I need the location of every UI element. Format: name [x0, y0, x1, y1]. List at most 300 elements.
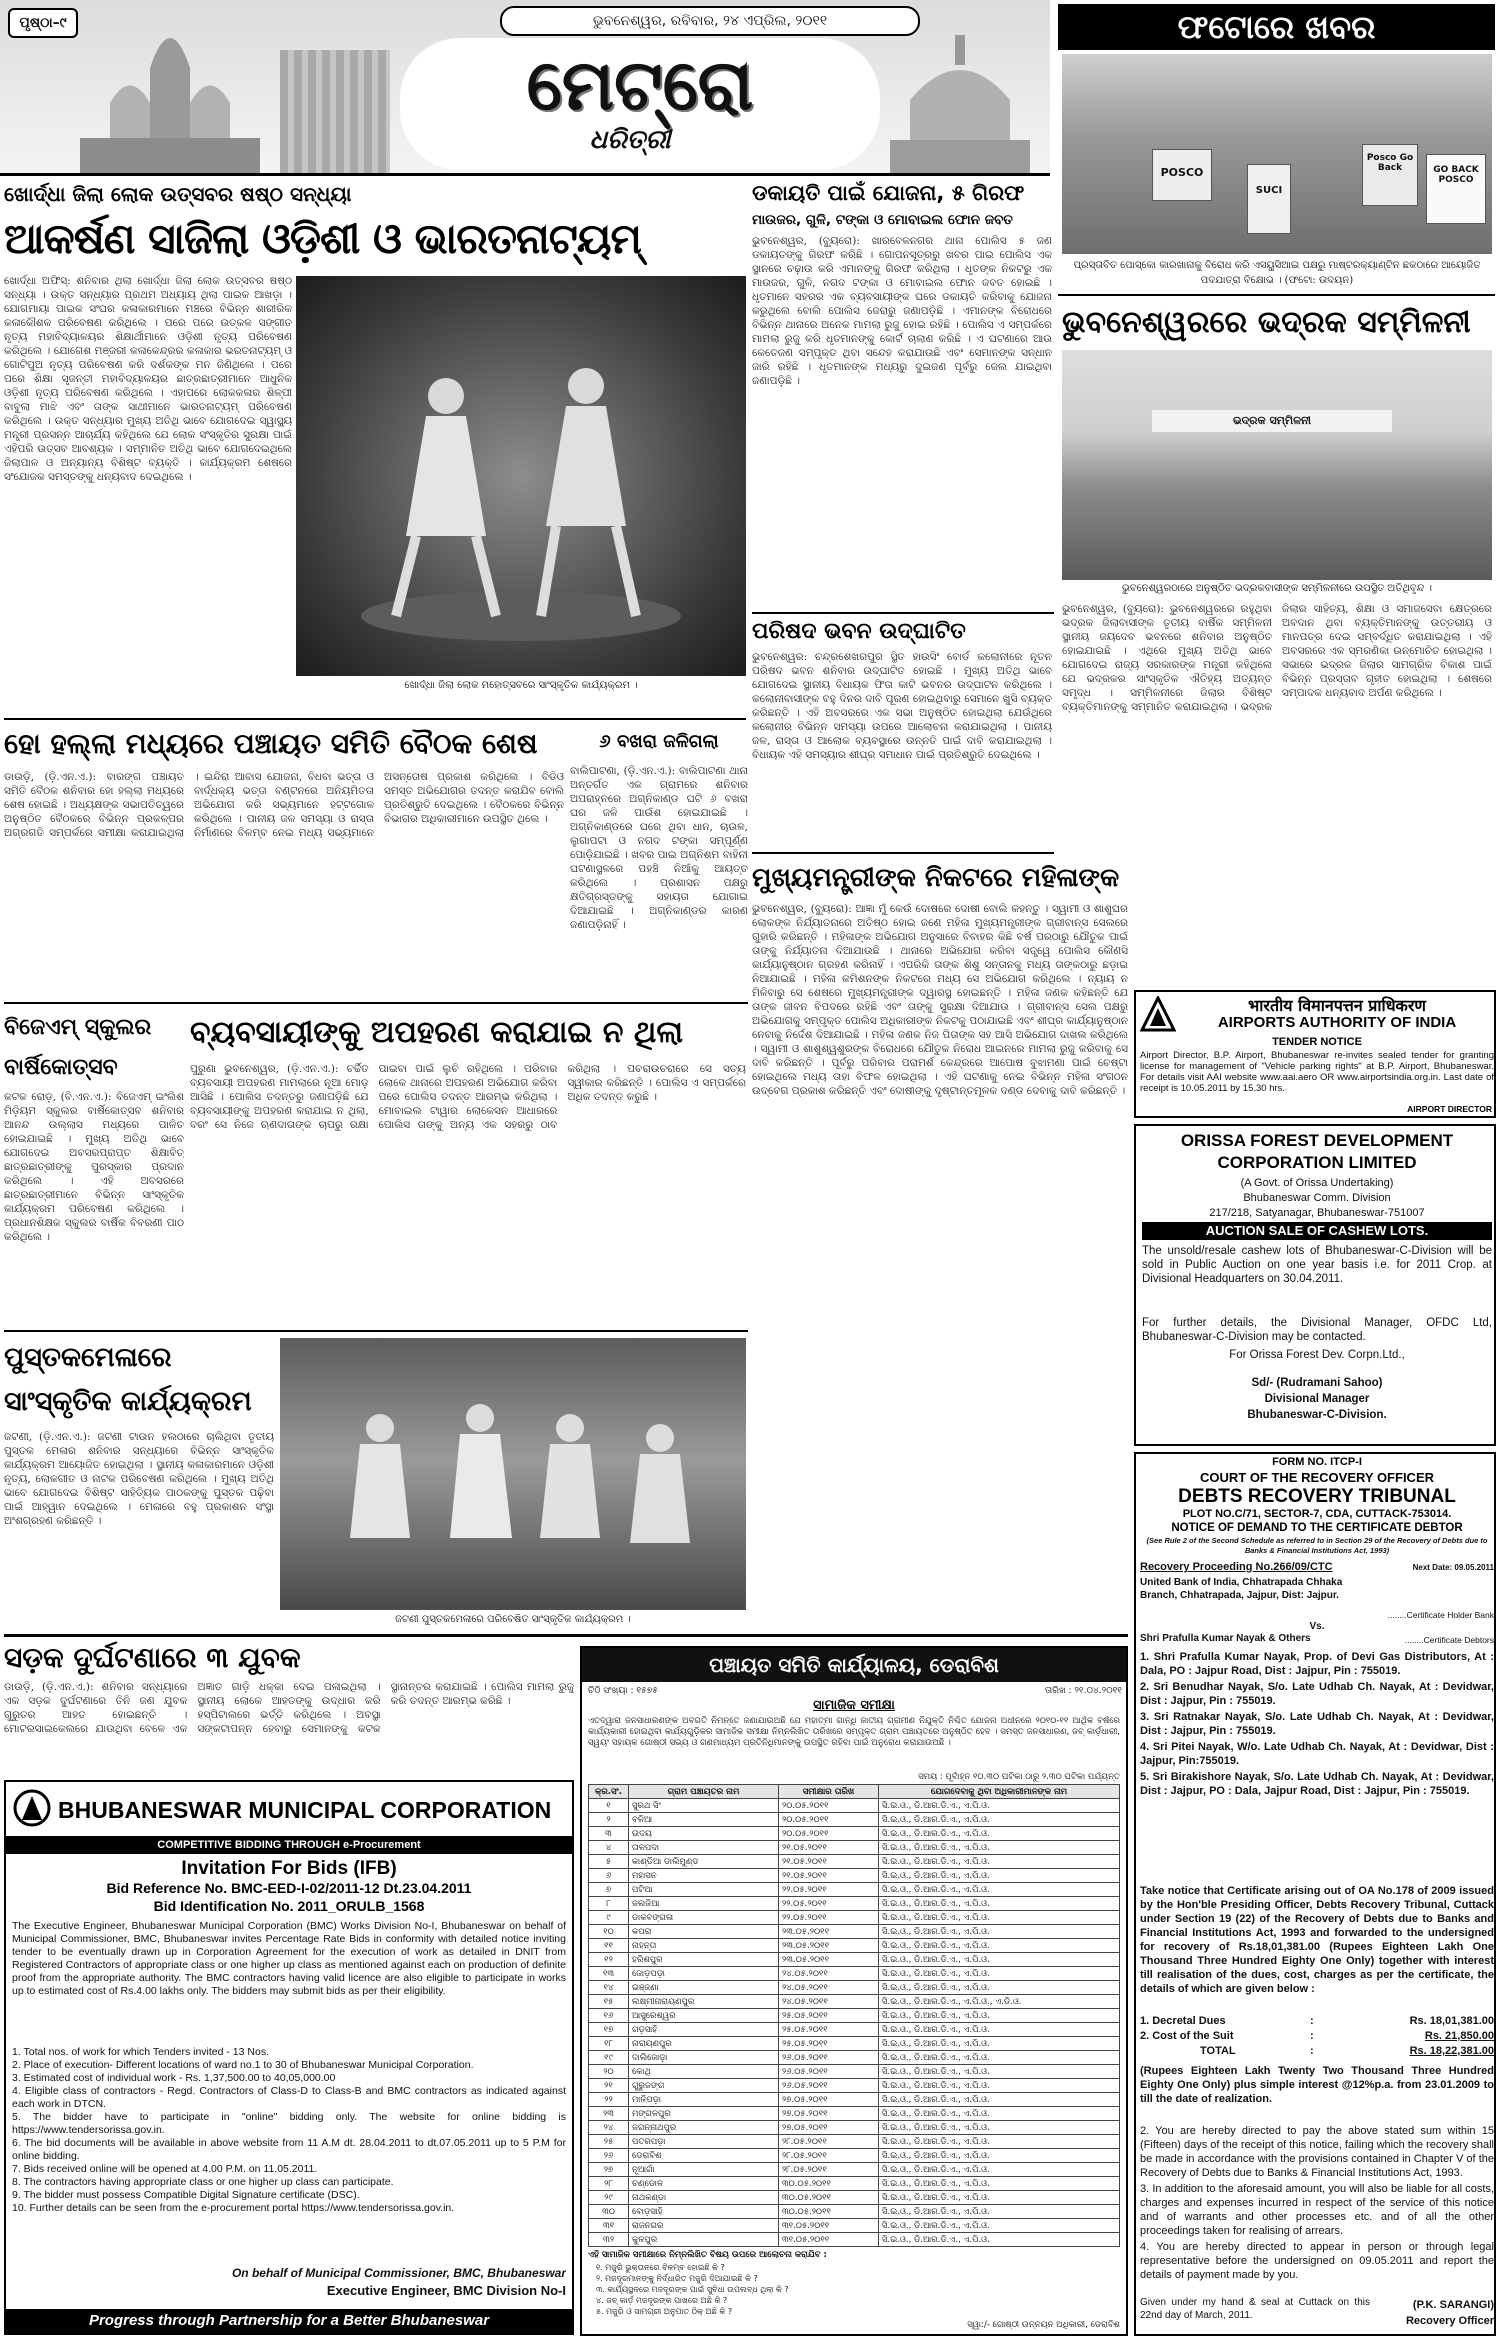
list-item: 1. Shri Prafulla Kumar Nayak, Prop. of Devi Gas Distributors, At : Dala, PO : Jajpur Road, Dist : Jajpur, Pin : 755019.: [1140, 1651, 1494, 1677]
table-cell: ସି.ଇ.ଓ., ଡି.ଆର.ଡି.ଏ., ଏ.ପି.ଓ.: [879, 2121, 1120, 2135]
derabis-intro: ଏତଦ୍ୱାରା ଜନସାଧାରଣଙ୍କ ଅବଗତି ନିମନ୍ତେ ଜଣାଯାଉଅଛି ଯେ ମହାତ୍ମା ଗାନ୍ଧି ଜାତୀୟ ଗ୍ରାମୀଣ ନିଯୁକ୍ତି ନିଶ୍ଚିତ ଯୋଜନା ଅଧୀନରେ ୨୦୧୦-୧୧ ଆର୍ଥିକ ବର୍ଷରେ କାର୍ଯ୍ୟକାରୀ ହୋଇଥିବା କାର୍ଯ୍ୟଗୁଡ଼ିକର ସାମାଜିକ ସମୀକ୍ଷା ନିମ୍ନଲିଖିତ ତାରିଖରେ ସମ୍ପୃକ୍ତ ଗ୍ରାମ ପଞ୍ଚାୟତରେ ଅନୁଷ୍ଠିତ ହେବ । ସମସ୍ତ ଜନସାଧାରଣ, ଜବ୍ କାର୍ଡ଼ଧାରୀ, ସ୍ୱୟଂ ସହାୟକ ଗୋଷ୍ଠୀ ସଭ୍ୟ ଓ ଗଣମାଧ୍ୟମ ପ୍ରତିନିଧିମାନଙ୍କୁ ଉପସ୍ଥିତ ରହିବା ପାଇଁ ଅନୁରୋଧ କରାଯାଉଅଛି ।: [588, 1716, 1120, 1748]
dancer-figure: [356, 316, 686, 656]
table-row: [589, 1981, 1120, 1995]
table-cell: ୨୩.୦୫.୨୦୧୧: [779, 1925, 879, 1939]
table-row: [589, 1897, 1120, 1911]
table-row: [589, 2219, 1120, 2233]
list-item: 2. You are hereby directed to pay the above stated sum within 15 (Fifteen) days of the receipt of this notice, failing which the recovery shall be made in accordance with the provisions contained in Chapter V of the Recovery of Debts due to Banks & Financial Institutions Act, 1993.: [1140, 2125, 1494, 2179]
table-cell: ଜୋଡ଼ପଡ଼ା: [629, 1967, 779, 1981]
table-cell: ସୁରଥ ସିଂ: [629, 1799, 779, 1813]
photo-news-caption: ପ୍ରସ୍ତାବିତ ପୋସ୍କୋ କାରଖାନାକୁ ବିରୋଧ କରି ଏସୟୁସିଆଇ ପକ୍ଷରୁ ମାଷ୍ଟରକ୍ୟାଣ୍ଟିନ ଛକଠାରେ ଆୟୋଜିତ ପଦଯାତ୍ରା ବିକ୍ଷୋଭ । (ଫଟୋ: ଉଦୟନ): [1073, 260, 1481, 286]
ofdc-body2: For further details, the Divisional Manager, OFDC Ltd, Bhubaneswar-C-Division may be contacted.: [1142, 1317, 1492, 1343]
drt-sign-title: Recovery Officer: [1405, 2315, 1494, 2327]
table-cell: ୪: [589, 1841, 629, 1855]
bmc-bid-id: Bid Identification No. 2011_ORULB_1568: [153, 1898, 425, 1914]
drt-notice-title: NOTICE OF DEMAND TO THE CERTIFICATE DEBTOR: [1171, 1522, 1463, 1534]
table-cell: ୨୩: [589, 2107, 629, 2121]
aai-body: Airport Director, B.P. Airport, Bhubaneswar re-invites sealed tender for granting license for management of "Vehicle parking rights" at B.P. Airport, Bhubaneswar. For details visit AAI website www.aai.aero OR www.airportsindia.org.in. Last date of receipt is 10.05.2011 by 15.30 hrs.: [1140, 1050, 1494, 1094]
table-cell: ୨୫: [589, 2135, 629, 2149]
drt-holder: United Bank of India, Chhatrapada Chhaka Branch, Chhatrapada, Jajpur, Dist: Jajpur.: [1140, 1577, 1343, 1601]
table-cell: ସି.ଇ.ଓ., ଡି.ଆର.ଡି.ଏ., ଏ.ପି.ଓ., ଏ.ଡି.ଓ.: [879, 1995, 1120, 2009]
drt-words: (Rupees Eighteen Lakh Twenty Two Thousand Three Hundred Eighty One Only) plus simple interest @12%p.a. from 23.01.2009 to till the date of realization.: [1140, 2065, 1494, 2105]
table-cell: ୧୯: [589, 2051, 629, 2065]
table-cell: ୨୪.୦୫.୨୦୧୧: [779, 1967, 879, 1981]
school-headline: ବିଜେଏମ୍ ସ୍କୁଲର ବାର୍ଷିକୋତ୍ସବ: [4, 1015, 152, 1080]
table-cell: ସି.ଇ.ଓ., ଡି.ଆର.ଡି.ଏ., ଏ.ପି.ଓ.: [879, 2177, 1120, 2191]
table-cell: ବୋଡ଼ସାହି: [629, 2205, 779, 2219]
table-cell: ୨୨.୦୫.୨୦୧୧: [779, 1897, 879, 1911]
list-item: ୩. କାର୍ଯ୍ୟସ୍ଥଳରେ ମଜଦୂରଙ୍କ ପାଇଁ ସୁବିଧା ଉପଲବ୍ଧ ଥିଲା କି ?: [596, 2285, 789, 2294]
accident-headline: ସଡ଼କ ଦୁର୍ଘଟଣାରେ ୩ ଯୁବକ: [4, 1641, 301, 1674]
column-header: ଯୋଗଦେବାକୁ ଥିବା ଅଧିକାରୀମାନଙ୍କ ନାମ: [879, 1785, 1120, 1799]
table-cell: ୨୬.୦୫.୨୦୧୧: [779, 2051, 879, 2065]
cm-body: ଭୁବନେଶ୍ୱର, (ବ୍ୟୁରୋ): ଆଜ୍ଞା ମୁଁ କେଉଁ ଦୋଷରେ ଦୋଷୀ ବୋଲି କହନ୍ତୁ । ସ୍ୱାମୀ ଓ ଶାଶୁଘର ଲୋକଙ୍କ ନିର୍ଯ୍ୟାତନାରେ ଅତିଷ୍ଠ ହୋଇ ଜଣେ ମହିଳା ମୁଖ୍ୟମନ୍ତ୍ରୀଙ୍କ ଗ୍ରୀବାନ୍ସ ସେଲରେ ଗୁହାରି କରିଛନ୍ତି । ମହିଳାଙ୍କ ଅଭିଯୋଗ ଅନୁସାରେ ବିବାହର କିଛି ବର୍ଷ ପରଠାରୁ ଯୌତୁକ ପାଇଁ ତାଙ୍କୁ ନିର୍ଯ୍ୟାତନା ଦିଆଯାଉଛି । ଥାନାରେ ଅଭିଯୋଗ କରିବା ସତ୍ତ୍ୱେ ପୋଲିସ କୌଣସି କାର୍ଯ୍ୟାନୁଷ୍ଠାନ ଗ୍ରହଣ କରିନାହିଁ । ଏପରିକି ତାଙ୍କ ଶିଶୁ ସନ୍ତାନକୁ ମଧ୍ୟ ତାଙ୍କଠାରୁ ଛଡ଼ାଇ ନିଆଯାଇଛି । ମହିଳା କମିଶନଙ୍କ ନିକଟରେ ମଧ୍ୟ ସେ ଅଭିଯୋଗ କରିଥିଲେ । ନ୍ୟାୟ ନ ମିଳିବାରୁ ସେ ଶେଷରେ ମୁଖ୍ୟମନ୍ତ୍ରୀଙ୍କ ଦ୍ୱାରସ୍ଥ ହୋଇଛନ୍ତି । ମହିଳା ଜଣକ କହିଛନ୍ତି ଯେ ତାଙ୍କ ଜୀବନ ବିପଦରେ ରହିଛି ଏବଂ ତାଙ୍କୁ ସୁରକ୍ଷା ଦିଆଯାଉ । ଗ୍ରୀବାନ୍ସ ସେଲ ପକ୍ଷରୁ ଅଭିଯୋଗକୁ ସମ୍ପୃକ୍ତ ପୋଲିସ ଅଧିକାରୀଙ୍କ ନିକଟକୁ ପଠାଯାଇଛି ଏବଂ ଶୀଘ୍ର କାର୍ଯ୍ୟାନୁଷ୍ଠାନ ନେବାକୁ ନିର୍ଦ୍ଦେଶ ଦିଆଯାଇଛି । ମହିଳା ଜଣକ ନିଜ ପିତାଙ୍କ ସହ ଆସି ଅଭିଯୋଗ ଦାଖଲ କରିଥିଲେ । ସ୍ୱାମୀ ଓ ଶାଶୁଶ୍ୱଶୁରଙ୍କ ବିରୋଧରେ ଯୌତୁକ ନିରୋଧ ଆଇନରେ ମାମଲା ରୁଜୁ କରିବାକୁ ସେ ଦାବି କରିଛନ୍ତି । ପୂର୍ବରୁ ପରିବାର ପରାମର୍ଶ କେନ୍ଦ୍ରରେ ଆପୋଷ ବୁଝାମଣା ପାଇଁ ଚେଷ୍ଟା ହୋଇଥିଲେ ମଧ୍ୟ ତାହା ବିଫଳ ହୋଇଥିଲା । ଏହି ଘଟଣାକୁ ନେଇ ବିଭିନ୍ନ ମହିଳା ସଂଗଠନ ଉଦ୍‌ବେଗ ପ୍ରକାଶ କରିଛନ୍ତି ଏବଂ ଦୋଷୀଙ୍କୁ ଦୃଷ୍ଟାନ୍ତମୂଳକ ଦଣ୍ଡ ଦେବାକୁ ଦାବି କରିଛନ୍ତି ।: [752, 903, 1128, 1097]
drt-debtor-list: [1140, 1650, 1494, 1880]
derabis-notice: [580, 1646, 1128, 2336]
table-cell: ୨୭.୦୫.୨୦୧୧: [779, 2121, 879, 2135]
table-cell: ୨୭: [589, 2163, 629, 2177]
table-row: [589, 1869, 1120, 1883]
ofdc-division: Bhubaneswar Comm. Division: [1243, 1192, 1391, 1204]
bmc-sign2: Executive Engineer, BMC Division No-I: [326, 2284, 566, 2298]
table-row: [589, 1827, 1120, 1841]
bmc-tagline: Progress through Partnership for a Better Bhubaneswar: [6, 2309, 572, 2333]
table-cell: ଦାଲିଜୋଡ଼ା: [629, 2051, 779, 2065]
dancers-group-figure: [300, 1368, 730, 1598]
table-cell: ୩୦: [589, 2205, 629, 2219]
table-cell: ହରିଶପୁର: [629, 1953, 779, 1967]
table-row: [589, 2023, 1120, 2037]
ofdc-sign-title: Divisional Manager: [1264, 1393, 1370, 1405]
aai-name-local: भारतीय विमानपत्तन प्राधिकरण: [1248, 996, 1426, 1014]
ofdc-address: 217/218, Satyanagar, Bhubaneswar-751007: [1209, 1207, 1425, 1219]
table-row: [589, 2177, 1120, 2191]
drt-court: COURT OF THE RECOVERY OFFICER: [1199, 1470, 1434, 1485]
table-cell: ସି.ଇ.ଓ., ଡି.ଆର.ଡି.ଏ., ଏ.ପି.ଓ.: [879, 2219, 1120, 2233]
table-cell: ୨୮: [589, 2177, 629, 2191]
bhadrak-photo: [1062, 350, 1492, 580]
divider: [4, 1330, 748, 1332]
ofdc-auction-title: AUCTION SALE OF CASHEW LOTS.: [1142, 1222, 1492, 1240]
divider: [752, 852, 1054, 854]
table-cell: ୧୮: [589, 2037, 629, 2051]
building-illustration: [280, 50, 390, 174]
table-cell: ୧୬: [589, 2009, 629, 2023]
masthead-title: ମେଟ୍ରୋ: [526, 44, 754, 126]
table-cell: ୨୦.୦୫.୨୦୧୧: [779, 1813, 879, 1827]
bmc-sign1: On behalf of Municipal Commissioner, BMC, Bhubaneswar: [231, 2266, 566, 2280]
list-item: 5. Sri Birakishore Nayak, S/o. Late Udhab Ch. Nayak, At : Devidwar, Dist : Jajpur, PO : Dala, Jajpur Road, Dist : Jajpur, Pin : 755019.: [1140, 1771, 1494, 1797]
table-cell: ସି.ଇ.ଓ., ଡି.ଆର.ଡି.ଏ., ଏ.ପି.ଓ.: [879, 1897, 1120, 1911]
page-label: ପୃଷ୍ଠା–୯: [8, 8, 78, 38]
divider: [4, 1634, 1128, 1637]
drt-given: Given under my hand & seal at Cuttack on this 22nd day of March, 2011.: [1140, 2297, 1370, 2321]
table-row: [589, 2191, 1120, 2205]
table-cell: ୧୪: [589, 1981, 629, 1995]
table-cell: ମାଳିପଡ଼ା: [629, 2093, 779, 2107]
table-cell: ଲକ୍ଷ୍ମୀନାରାୟଣପୁର: [629, 1995, 779, 2009]
table-cell: କାଣ୍ଡିଆ ଡାଲିମୁଣ୍ଡ: [629, 1855, 779, 1869]
dome-illustration: [880, 30, 1040, 175]
table-cell: ୨୨: [589, 2093, 629, 2107]
panchayat-headline: ହୋ ହଲ୍ଲା ମଧ୍ୟରେ ପଞ୍ଚାୟତ ସମିତି ବୈଠକ ଶେଷ: [4, 727, 538, 760]
list-item: ୨. ମଜଦୂରମାନଙ୍କୁ ନିର୍ଦ୍ଧାରିତ ମଜୁରି ଦିଆଯାଇଛି କି ?: [596, 2274, 758, 2283]
bmc-title: BHUBANESWAR MUNICIPAL CORPORATION: [58, 1797, 552, 1823]
table-cell: କୋଥି: [629, 2065, 779, 2079]
list-item: ୪. ଜବ୍ କାର୍ଡ଼ ମଜଦୂରଙ୍କ ପାଖରେ ଅଛି କି ?: [596, 2296, 728, 2305]
table-cell: ସି.ଇ.ଓ., ଡି.ଆର.ଡି.ଏ., ଏ.ପି.ଓ.: [879, 2205, 1120, 2219]
table-cell: ୨୦.୦୫.୨୦୧୧: [779, 1827, 879, 1841]
table-cell: ଉଦୟ: [629, 1827, 779, 1841]
bmc-ref: Bid Reference No. BMC-EED-I-02/2011-12 Dt.23.04.2011: [106, 1880, 472, 1896]
aai-tender: [1134, 990, 1496, 1118]
table-cell: ୨୧.୦୫.୨୦୧୧: [779, 1869, 879, 1883]
table-cell: ୧୫: [589, 1995, 629, 2009]
table-cell: ବଳିଆ: [629, 1813, 779, 1827]
bhadrak-headline: ଭୁବନେଶ୍ୱରରେ ଭଦ୍ରକ ସମ୍ମିଳନୀ: [1062, 305, 1471, 340]
table-row: [589, 2121, 1120, 2135]
bmc-body: The Executive Engineer, Bhubaneswar Municipal Corporation (BMC) Works Division No-I, Bhubaneswar on behalf of Municipal Commissioner, BMC, Bhubaneswar invites Percentage Rate Bids in conformity with detailed notice inviting tender to be eventually drawn up in Corporation Agreement for the execution of work as detailed in DNIT from Registered Contractors of appropriate class or one higher up class as mentioned against each on production of definite proof from the appropriate authority. The BMC contractors having valid licence are also eligible to participate in works up to estimated cost of Rs.4.00 lakhs only. The bidders may submit bids as per their eligibility.: [12, 1920, 566, 1997]
derabis-date: ତାରିଖ : ୨୧.୦୪.୨୦୧୧: [1044, 1686, 1122, 1696]
table-cell: ୨୮.୦୫.୨୦୧୧: [779, 2163, 879, 2177]
placard: SUCI: [1247, 164, 1291, 234]
bmc-emblem-icon: [12, 1788, 52, 1832]
derabis-table-caption: ସମୟ : ପୂର୍ବାହ୍ନ ୧୦.୩୦ ଘଟିକା ଠାରୁ ୨.୩୦ ଘଟିକା ପର୍ଯ୍ୟନ୍ତ: [918, 1772, 1120, 1782]
drt-vs: Vs.: [1309, 1621, 1325, 1632]
table-cell: ୩୦.୦୫.୨୦୧୧: [779, 2177, 879, 2191]
table-cell: ୨୫.୦୫.୨୦୧୧: [779, 2037, 879, 2051]
divider: [1058, 294, 1495, 296]
due-row: 2. Cost of the Suit : Rs. 21,850.00: [1140, 2030, 1494, 2042]
table-cell: ୩୦.୦୫.୨୦୧୧: [779, 2205, 879, 2219]
derabis-table: [588, 1784, 1120, 2250]
main-body: ଖୋର୍ଦ୍ଧା ଅଫିସ୍: ଶନିବାର ଥିଲା ଖୋର୍ଦ୍ଧା ଜିଲା ଲୋକ ଉତ୍ସବର ଷଷ୍ଠ ସନ୍ଧ୍ୟା । ଉକ୍ତ ସନ୍ଧ୍ୟାର ପ୍ରଥମ ଅଧ୍ୟାୟ ଥିଲା ପାଇକ ଆଖଡ଼ା । ଯୋଗମାୟା ପାଇକ ସଂଘର କଳାକାରମାନେ ମଞ୍ଚରେ ବିଭିନ୍ନ ଶାରୀରିକ କଳାକୌଶଳ ପରିବେଷଣ କରିଥିଲେ । ପରେ ପରେ ଉତ୍କଳ ସଙ୍ଗୀତ ନୃତ୍ୟ ମହାବିଦ୍ୟାଳୟର ଶିକ୍ଷାର୍ଥୀମାନେ ଓଡ଼ିଶୀ ନୃତ୍ୟ ପରିବେଷଣ କରିଥିଲେ । ଯୋଗେଶ ମଞ୍ଜରୀ କଳାକେନ୍ଦ୍ରର କଳାକାର ଭରତନାଟ୍ୟମ୍ ଓ ଗୋଟିପୁଅ ନୃତ୍ୟ ପରିବେଷଣ କରି ଦର୍ଶକଙ୍କ ମନ ଜିଣିଥିଲେ । ପରେ ପରେ ଶିକ୍ଷା ସୃଜନ୍ତୀ ମହାବିଦ୍ୟାଳୟର ଛାତ୍ରଛାତ୍ରୀମାନେ ଆଧୁନିକ ଓଡ଼ିଶୀ ନୃତ୍ୟ ପରିବେଷଣ କରିଥିଲେ । ଏହାପରେ ଲୋକକଳାର ଶିଳ୍ପୀ ବାବୁଲା ମାଝି ଏବଂ ତାଙ୍କ ସାଥୀମାନେ ଭାରତନାଟ୍ୟମ୍ ପରିବେଷଣ କରିଥିଲେ । ଉକ୍ତ ସନ୍ଧ୍ୟାର ମୁଖ୍ୟ ଅତିଥି ଭାବେ ଯୋଗଦେଇ ସ୍ୱାସ୍ଥ୍ୟ ମନ୍ତ୍ରୀ ପ୍ରସନ୍ନ ଆଚାର୍ଯ୍ୟ କହିଥିଲେ ଯେ ଲୋକ ସଂସ୍କୃତିର ସୁରକ୍ଷା ପାଇଁ ଏହିପରି ଉତ୍ସବ ଆବଶ୍ୟକ । ସମ୍ମାନିତ ଅତିଥି ଭାବେ ଯୋଗଦେଇଥିଲେ ଜିଲାପାଳ ଓ ଅନ୍ୟାନ୍ୟ ବିଶିଷ୍ଟ ବ୍ୟକ୍ତି । କାର୍ଯ୍ୟକ୍ରମ ଶେଷରେ ସଂଯୋଜକ ସମସ୍ତଙ୍କୁ ଧନ୍ୟବାଦ ଦେଇଥିଲେ ।: [4, 275, 292, 483]
fire-body: ବାଲିପାଟଣା, (ଡ଼ି.ଏନ.ଏ.): ବାଲିପାଟଣା ଥାନା ଅନ୍ତର୍ଗତ ଏକ ଗ୍ରାମରେ ଶନିବାର ଅପରାହ୍ନରେ ଅଗ୍ନିକାଣ୍ଡ ଘଟି ୬ ବଖରା ଘର ଜଳି ପାଉଁଶ ହୋଇଯାଇଛି । ଅଗ୍ନିକାଣ୍ଡରେ ଘରେ ଥିବା ଧାନ, ଚାଉଳ, ଲୁଗାପଟା ଓ ନଗଦ ଟଙ୍କା ସମ୍ପୂର୍ଣ୍ଣ ପୋଡ଼ିଯାଇଛି । ଖବର ପାଇ ଅଗ୍ନିଶମ ବାହିନୀ ଘଟଣାସ୍ଥଳରେ ପହଞ୍ଚି ନିଆଁକୁ ଆୟତ୍ତ କରିଥିଲେ । ପ୍ରଶାସନ ପକ୍ଷରୁ କ୍ଷତିଗ୍ରସ୍ତଙ୍କୁ ସହାୟତା ଯୋଗାଇ ଦିଆଯାଇଛି । ଅଗ୍ନିକାଣ୍ଡର କାରଣ ଜଣାପଡ଼ିନାହିଁ ।: [570, 765, 748, 931]
table-row: [589, 1813, 1120, 1827]
table-row: [589, 2009, 1120, 2023]
temple-illustration: [60, 8, 280, 173]
table-cell: ସି.ଇ.ଓ., ଡି.ଆର.ଡି.ଏ., ଏ.ପି.ଓ.: [879, 1911, 1120, 1925]
list-item: 3. Sri Ratnakar Nayak, S/o. Late Udhab Ch. Nayak, At : Devidwar, Dist : Jajpur, Pin : 755019.: [1140, 1711, 1494, 1737]
cm-headline: ମୁଖ୍ୟମନ୍ତ୍ରୀଙ୍କ ନିକଟରେ ମହିଳାଙ୍କ: [752, 863, 1120, 893]
bmc-tender: [4, 1780, 574, 2335]
table-cell: ପତରପଡ଼ା: [629, 2135, 779, 2149]
table-cell: ୨୧.୦୫.୨୦୧୧: [779, 1841, 879, 1855]
review-table: [588, 1784, 1120, 2247]
table-cell: ଡାକବଙ୍ଗଳା: [629, 1911, 779, 1925]
table-row: [589, 1967, 1120, 1981]
drt-body: Take notice that Certificate arising out of OA No.178 of 2009 issued by the Hon'ble Presiding Officer, Debts Recovery Tribunal, Cuttack under Section 19 (22) of the Recovery of Debts due to Banks and Financial Institutions Act, 1993 and forwarded to the undersigned for recovery of Rs.18,01,381.00 (Rupees Eighteen Lakh One Thousand Three Hundred Eighty One Only) together with interest till realisation of the dues, cost, charges as per the certificate, the details of which are given below :: [1140, 1885, 1494, 1995]
table-cell: ନାରାୟଣପୁର: [629, 2037, 779, 2051]
table-cell: ୨୦: [589, 2065, 629, 2079]
drt-next-date: Next Date: 09.05.2011: [1412, 1563, 1494, 1572]
table-cell: ସି.ଇ.ଓ., ଡି.ଆର.ଡି.ଏ., ଏ.ପି.ଓ.: [879, 2149, 1120, 2163]
table-cell: ୨୮.୦୫.୨୦୧୧: [779, 2135, 879, 2149]
table-row: [589, 2093, 1120, 2107]
banner: ଭଦ୍ରକ ସମ୍ମିଳନୀ: [1152, 410, 1392, 432]
drt-notice: [1134, 1452, 1496, 2336]
aai-logo-icon: [1140, 996, 1176, 1032]
dateline: ଭୁବନେଶ୍ୱର, ରବିବାର, ୨୪ ଏପ୍ରିଲ, ୨୦୧୧: [500, 6, 920, 36]
list-item: 7. Bids received online will be opened at 4.00 P.M. on 11.05.2011.: [12, 2163, 318, 2175]
masthead: [0, 0, 1050, 176]
table-cell: ୧୭: [589, 2023, 629, 2037]
table-cell: ସି.ଇ.ଓ., ଡି.ଆର.ଡି.ଏ., ଏ.ପି.ଓ.: [879, 1925, 1120, 1939]
dance-caption: ଖୋର୍ଦ୍ଧା ଜିଲା ଲୋକ ମହୋତ୍ସବରେ ସାଂସ୍କୃତିକ କାର୍ଯ୍ୟକ୍ରମ ।: [404, 680, 638, 691]
table-cell: ସି.ଇ.ଓ., ଡି.ଆର.ଡି.ଏ., ଏ.ପି.ଓ.: [879, 1799, 1120, 1813]
bmc-items: [12, 2046, 566, 2256]
table-cell: ସି.ଇ.ଓ., ଡି.ଆର.ଡି.ଏ., ଏ.ପି.ଓ.: [879, 1939, 1120, 1953]
column-header: ଗ୍ରାମ ପଞ୍ଚାୟତର ନାମ: [629, 1785, 779, 1799]
table-cell: ୫: [589, 1855, 629, 1869]
table-cell: ୧୩: [589, 1967, 629, 1981]
table-row: [589, 2135, 1120, 2149]
drt-sign-name: (P.K. SARANGI): [1412, 2299, 1494, 2311]
due-row: 1. Decretal Dues : Rs. 18,01,381.00: [1140, 2015, 1494, 2027]
ofdc-sign-division: Bhubaneswar-C-Division.: [1247, 1409, 1387, 1421]
due-row: TOTAL : Rs. 18,22,381.00: [1200, 2045, 1494, 2057]
drt-holder-tag: ........Certificate Holder Bank: [1387, 1610, 1494, 1620]
ofdc-subtitle: (A Govt. of Orissa Undertaking): [1240, 1177, 1394, 1189]
bookfair-caption: ଜଟଣୀ ପୁସ୍ତକମେଳାରେ ପରିବେଷିତ ସାଂସ୍କୃତିକ କାର୍ଯ୍ୟକ୍ରମ ।: [395, 1614, 631, 1625]
table-row: [589, 2065, 1120, 2079]
placard: Posco Go Back: [1362, 144, 1418, 206]
table-header-row: [589, 1785, 1120, 1799]
bookfair-headline: ପୁସ୍ତକମେଳାରେ ସାଂସ୍କୃତିକ କାର୍ଯ୍ୟକ୍ରମ: [4, 1342, 252, 1417]
table-cell: ଚଣ୍ଡୋଳ: [629, 2177, 779, 2191]
table-cell: ସି.ଇ.ଓ., ଡି.ଆର.ଡି.ଏ., ଏ.ପି.ଓ.: [879, 2009, 1120, 2023]
table-cell: ସି.ଇ.ଓ., ଡି.ଆର.ଡି.ଏ., ଏ.ପି.ଓ.: [879, 2233, 1120, 2247]
table-cell: ୨୫.୦୫.୨୦୧୧: [779, 2009, 879, 2023]
aai-name-en: AIRPORTS AUTHORITY OF INDIA: [1217, 1014, 1457, 1031]
ofdc-body3: For Orissa Forest Dev. Corpn.Ltd.,: [1229, 1349, 1405, 1361]
table-cell: ଡେରାବିଶ: [629, 2149, 779, 2163]
drt-items: [1140, 2124, 1494, 2294]
table-cell: ୨୧: [589, 2079, 629, 2093]
table-row: [589, 1799, 1120, 1813]
dacoity-headline: ଡକାୟତି ପାଇଁ ଯୋଜନା, ୫ ଗିରଫ: [752, 181, 1025, 205]
list-item: 10. Further details can be seen from the e-procurement portal https://www.tendersorissa.gov.in.: [12, 2202, 455, 2214]
bookfair-photo: [280, 1338, 746, 1610]
table-cell: ସି.ଇ.ଓ., ଡି.ଆର.ଡି.ଏ., ଏ.ପି.ଓ.: [879, 1953, 1120, 1967]
table-row: [589, 1939, 1120, 1953]
table-cell: ୨୭.୦୫.୨୦୧୧: [779, 2107, 879, 2121]
table-cell: ତାଳପଦା: [629, 1841, 779, 1855]
table-cell: ୨୩.୦୫.୨୦୧୧: [779, 1953, 879, 1967]
table-cell: ୩: [589, 1827, 629, 1841]
table-row: [589, 2037, 1120, 2051]
drt-see-rule: (See Rule 2 of the Second Schedule as referred to in Section 29 of the Recovery of Debts due to Banks & Financial Institutions Act, 1993): [1146, 1536, 1488, 1555]
table-cell: ୨୬: [589, 2149, 629, 2163]
table-cell: ୧୦: [589, 1925, 629, 1939]
derabis-title: ପଞ୍ଚାୟତ ସମିତି କାର୍ଯ୍ୟାଳୟ, ଡେରାବିଶ: [582, 1648, 1126, 1682]
ofdc-title: ORISSA FOREST DEVELOPMENT CORPORATION LIMITED: [1180, 1131, 1454, 1172]
table-cell: ୨୫.୦୫.୨୦୧୧: [779, 2023, 879, 2037]
table-cell: ସି.ଇ.ଓ., ଡି.ଆର.ଡି.ଏ., ଏ.ପି.ଓ.: [879, 1855, 1120, 1869]
list-item: ୫. ମଜୁରି ଓ ସାମଗ୍ରୀ ଅନୁପାତ ଠିକ୍ ଅଛି କି ?: [596, 2307, 733, 2316]
table-row: [589, 1841, 1120, 1855]
ofdc-notice: [1134, 1124, 1496, 1446]
table-cell: ସି.ଇ.ଓ., ଡି.ଆର.ଡି.ଏ., ଏ.ପି.ଓ.: [879, 1981, 1120, 1995]
table-cell: ମହାସନ: [629, 1869, 779, 1883]
table-cell: ୬: [589, 1869, 629, 1883]
table-cell: ସି.ଇ.ଓ., ଡି.ଆର.ଡି.ଏ., ଏ.ପି.ଓ.: [879, 1869, 1120, 1883]
table-cell: ୨୨.୦୫.୨୦୧୧: [779, 1883, 879, 1897]
table-cell: ୨: [589, 1813, 629, 1827]
table-cell: ୨୪: [589, 2121, 629, 2135]
council-headline: ପରିଷଦ ଭବନ ଉଦ୍‌ଘାଟିତ: [752, 619, 966, 644]
bhadrak-body: ଭୁବନେଶ୍ୱର, (ବ୍ୟୁରୋ): ଭୁବନେଶ୍ୱରରେ ରହୁଥିବା ଭଦ୍ରକ ଜିଲାବାସୀଙ୍କ ତୃତୀୟ ବାର୍ଷିକ ସମ୍ମିଳନୀ ସ୍ଥାନୀୟ ଜୟଦେବ ଭବନରେ ଶନିବାର ଅନୁଷ୍ଠିତ ହୋଇଯାଇଛି । ଏଥିରେ ମୁଖ୍ୟ ଅତିଥି ଭାବେ ଯୋଗଦେଇ ରାଜ୍ୟ ସରକାରଙ୍କ ମନ୍ତ୍ରୀ କହିଥିଲେ ଯେ ଭଦ୍ରକର ସାଂସ୍କୃତିକ ଐତିହ୍ୟ ଅତ୍ୟନ୍ତ ସମୃଦ୍ଧ । ସମ୍ମିଳନୀରେ ଜିଲାର ବିଶିଷ୍ଟ ବ୍ୟକ୍ତିମାନଙ୍କୁ ସମ୍ମାନିତ କରାଯାଇଥିଲା । ଭଦ୍ରକ ଜିଲାର ସାହିତ୍ୟ, ଶିକ୍ଷା ଓ ସମାଜସେବା କ୍ଷେତ୍ରରେ ଅବଦାନ ଥିବା ବ୍ୟକ୍ତିମାନଙ୍କୁ ଉତ୍ତରୀୟ ଓ ମାନପତ୍ର ଦେଇ ସମ୍ବର୍ଦ୍ଧିତ କରାଯାଇଥିଲା । ଏହି ଅବସରରେ ଏକ ସ୍ମରଣିକା ଉନ୍ମୋଚିତ ହୋଇଥିଲା । ସଭାରେ ଭଦ୍ରକ ଜିଲାର ସାମଗ୍ରିକ ବିକାଶ ପାଇଁ ବିଭିନ୍ନ ପ୍ରସ୍ତାବ ଗୃହୀତ ହୋଇଥିଲା । ଶେଷରେ ସମ୍ପାଦକ ଧନ୍ୟବାଦ ଅର୍ପଣ କରିଥିଲେ ।: [1062, 603, 1492, 713]
kidnap-headline: ବ୍ୟବସାୟୀଙ୍କୁ ଅପହରଣ କରାଯାଇ ନ ଥିଲା: [190, 1015, 683, 1050]
table-cell: ସି.ଇ.ଓ., ଡି.ଆର.ଡି.ଏ., ଏ.ପି.ଓ.: [879, 1827, 1120, 1841]
drt-dues: [1140, 2014, 1494, 2062]
table-cell: ନାଥକଣ୍ଡା: [629, 2191, 779, 2205]
main-headline: ଆକର୍ଷଣ ସାଜିଲା ଓଡ଼ିଶୀ ଓ ଭାରତନାଟ୍ୟମ୍: [4, 214, 641, 263]
list-item: 4. You are hereby directed to appear in person or through legal representative before the undersigned on 09.05.2011 and report the details of payment made by you.: [1140, 2241, 1494, 2281]
derabis-letter-no: ଚିଠି ସଂଖ୍ୟା : ୧୫୭୫: [588, 1686, 658, 1696]
table-cell: ସି.ଇ.ଓ., ଡି.ଆର.ଡି.ଏ., ଏ.ପି.ଓ.: [879, 2051, 1120, 2065]
table-row: [589, 2233, 1120, 2247]
table-cell: ସି.ଇ.ଓ., ଡି.ଆର.ଡି.ଏ., ଏ.ପି.ଓ.: [879, 2107, 1120, 2121]
table-row: [589, 2107, 1120, 2121]
table-cell: ନୂଆଗାଁ: [629, 2163, 779, 2177]
list-item: ୧. ମଜୁରି ଭୁକ୍ତାନରେ ବିଳମ୍ବ ହୋଇଛି କି ?: [596, 2263, 725, 2272]
table-cell: ପଟିଆ: [629, 1883, 779, 1897]
table-cell: ସି.ଇ.ଓ., ଡି.ଆର.ଡି.ଏ., ଏ.ପି.ଓ.: [879, 2065, 1120, 2079]
drt-proceeding: Recovery Proceeding No.266/09/CTC: [1140, 1561, 1333, 1573]
table-cell: ୮: [589, 1897, 629, 1911]
bhadrak-caption: ଭୁବନେଶ୍ୱରଠାରେ ଅନୁଷ୍ଠିତ ଭଦ୍ରକବାସୀଙ୍କ ସମ୍ମିଳନୀରେ ଉପସ୍ଥିତ ଅତିଥିବୃନ୍ଦ ।: [1122, 583, 1432, 594]
derabis-footnotes: [596, 2262, 1120, 2318]
table-cell: ୩୨: [589, 2233, 629, 2247]
list-item: 4. Eligible class of contractors - Regd. Contractors of Class-D to Class-B and BMC contractors as indicated against each work in DTCN.: [12, 2085, 566, 2110]
fire-headline: ୬ ବଖରା ଜଳିଗଲା: [599, 731, 719, 752]
school-body: କଟକ ରୋଡ଼, (ବି.ଏନ.ଏ.): ବିଜେଏମ୍ ଇଂଲିଶ ମିଡ଼ିୟମ ସ୍କୁଲର ବାର୍ଷିକୋତ୍ସବ ଶନିବାର ଆନନ୍ଦ ଉଲ୍ଲାସ ମଧ୍ୟରେ ପାଳିତ ହୋଇଯାଇଛି । ମୁଖ୍ୟ ଅତିଥି ଭାବେ ଯୋଗଦେଇ ଅବସରପ୍ରାପ୍ତ ଶିକ୍ଷାବିତ୍ ଛାତ୍ରଛାତ୍ରୀଙ୍କୁ ପୁରସ୍କାର ପ୍ରଦାନ କରିଥିଲେ । ଏହି ଅବସରରେ ଛାତ୍ରଛାତ୍ରୀମାନେ ବିଭିନ୍ନ ସାଂସ୍କୃତିକ କାର୍ଯ୍ୟକ୍ରମ ପରିବେଷଣ କରିଥିଲେ । ପ୍ରଧାନଶିକ୍ଷକ ସ୍କୁଲର ବାର୍ଷିକ ବିବରଣୀ ପାଠ କରିଥିଲେ ।: [4, 1091, 184, 1243]
table-row: [589, 1855, 1120, 1869]
table-cell: ୨୬.୦୫.୨୦୧୧: [779, 2065, 879, 2079]
column-header: କ୍ର.ସଂ.: [589, 1785, 629, 1799]
list-item: 2. Sri Benudhar Nayak, S/o. Late Udhab Ch. Nayak, At : Devidwar, Dist : Jajpur, Pin : 755019.: [1140, 1681, 1494, 1707]
bookfair-body: ଜଟଣୀ, (ଡ଼ି.ଏନ.ଏ.): ଜଟଣୀ ଟାଉନ ହଲଠାରେ ଚାଲିଥିବା ତୃତୀୟ ପୁସ୍ତକ ମେଳାର ଶନିବାର ସନ୍ଧ୍ୟାରେ ବିଭିନ୍ନ ସାଂସ୍କୃତିକ କାର୍ଯ୍ୟକ୍ରମ ଆୟୋଜିତ ହୋଇଥିଲା । ସ୍ଥାନୀୟ କଳାକାରମାନେ ଓଡ଼ିଶୀ ନୃତ୍ୟ, ଲୋକଗୀତ ଓ ନାଟକ ପରିବେଷଣ କରିଥିଲେ । ମୁଖ୍ୟ ଅତିଥି ଭାବେ ଯୋଗଦେଇ ବିଶିଷ୍ଟ ସାହିତ୍ୟିକ ପାଠକଙ୍କୁ ପୁସ୍ତକ ପଢ଼ିବା ପାଇଁ ଆହ୍ୱାନ ଦେଇଥିଲେ । ମେଳାରେ ବହୁ ପ୍ରକାଶନ ସଂସ୍ଥା ଅଂଶଗ୍ରହଣ କରିଛନ୍ତି ।: [4, 1431, 274, 1527]
table-cell: ୩୦.୦୫.୨୦୧୧: [779, 2191, 879, 2205]
table-row: [589, 2205, 1120, 2219]
column-header: ସମୀକ୍ଷାର ତାରିଖ: [779, 1785, 879, 1799]
drt-debtor-tag: ........Certificate Debtors: [1404, 1635, 1494, 1645]
table-cell: ରାଜନଗର: [629, 2219, 779, 2233]
list-item: 3. Estimated cost of individual work - Rs. 1,37,500.00 to 40,05,000.00: [12, 2072, 336, 2084]
table-cell: ସି.ଇ.ଓ., ଡି.ଆର.ଡି.ଏ., ଏ.ପି.ଓ.: [879, 1813, 1120, 1827]
list-item: 4. Sri Pitei Nayak, W/o. Late Udhab Ch. Nayak, At : Devidwar, Dist : Jajpur, Pin:755019.: [1140, 1741, 1494, 1767]
posco-protest-photo: [1062, 54, 1492, 254]
table-cell: ସି.ଇ.ଓ., ଡି.ଆର.ଡି.ଏ., ଏ.ପି.ଓ.: [879, 2135, 1120, 2149]
table-cell: ୩୧: [589, 2219, 629, 2233]
ofdc-body1: The unsold/resale cashew lots of Bhubaneswar-C-Division will be sold in Public Auction on one year basis i.e. for 2011 Crop. at Divisional Headquarters on 30.04.2011.: [1142, 1245, 1492, 1285]
aai-notice-title: TENDER NOTICE: [1272, 1036, 1362, 1048]
table-cell: ଗଡ଼ସାହି: [629, 2023, 779, 2037]
dance-photo: [296, 276, 746, 676]
table-cell: ୨୬.୦୫.୨୦୧୧: [779, 2079, 879, 2093]
table-cell: ୧: [589, 1799, 629, 1813]
table-cell: ମଙ୍ଗଳପୁର: [629, 2107, 779, 2121]
table-cell: ଇଞ୍ଜଣା: [629, 1981, 779, 1995]
table-row: [589, 1953, 1120, 1967]
drt-plot: PLOT NO.C/71, SECTOR-7, CDA, CUTTACK-753014.: [1182, 1508, 1452, 1520]
masthead-subtitle: ଧରିତ୍ରୀ: [589, 125, 671, 155]
photo-news-header: ଫଟୋରେ ଖବର: [1058, 4, 1495, 50]
table-cell: ୨୭.୦୫.୨୦୧୧: [779, 2093, 879, 2107]
placard: POSCO: [1152, 149, 1212, 201]
bmc-ifb: Invitation For Bids (IFB): [181, 1858, 397, 1879]
dacoity-subhead: ମାଉଜର, ଗୁଳି, ଟଙ୍କା ଓ ମୋବାଇଲ ଫୋନ ଜବତ: [752, 212, 1013, 228]
divider: [752, 612, 1054, 614]
table-cell: ସି.ଇ.ଓ., ଡି.ଆର.ଡି.ଏ., ଏ.ପି.ଓ.: [879, 2163, 1120, 2177]
list-item: 3. In addition to the aforesaid amount, you will also be liable for all costs, charges and expenses incurred in respect of the service of this notice and of warrants and other processes etc. and of all the other proceedings taken for realising of arrears.: [1140, 2183, 1494, 2237]
table-cell: ସି.ଇ.ଓ., ଡି.ଆର.ଡି.ଏ., ଏ.ପି.ଓ.: [879, 2191, 1120, 2205]
accident-body: ଡାଉଡ଼ି, (ଡ଼ି.ଏନ.ଏ.): ଶନିବାର ସନ୍ଧ୍ୟାରେ ଏକ ସଡ଼କ ଦୁର୍ଘଟଣାରେ ତିନି ଜଣ ଯୁବକ ଗୁରୁତର ଆହତ ହୋଇଛନ୍ତି । ମୋଟରସାଇକେଲରେ ଯାଉଥିବା ବେଳେ ଏକ ଅଜ୍ଞାତ ଗାଡ଼ି ଧକ୍କା ଦେଇ ପଳାଇଥିଲା । ସ୍ଥାନୀୟ ଲୋକେ ଆହତଙ୍କୁ ଉଦ୍ଧାର କରି ହସ୍ପିଟାଲରେ ଭର୍ତ୍ତି କରିଥିଲେ । ଅବସ୍ଥା ସଙ୍କଟାପନ୍ନ ହେବାରୁ ସେମାନଙ୍କୁ କଟକ ସ୍ଥାନାନ୍ତର କରାଯାଇଛି । ପୋଲିସ ମାମଲା ରୁଜୁ କରି ତଦନ୍ତ ଆରମ୍ଭ କରିଛି ।: [4, 1681, 574, 1735]
derabis-notice-title: ସାମାଜିକ ସମୀକ୍ଷା: [813, 1698, 895, 1713]
table-cell: ୨୩.୦୫.୨୦୧୧: [779, 1939, 879, 1953]
table-cell: ଗୁରୁଜଙ୍ଗ: [629, 2079, 779, 2093]
placard: GO BACK POSCO: [1426, 154, 1486, 224]
drt-tribunal: DEBTS RECOVERY TRIBUNAL: [1178, 1486, 1456, 1507]
list-item: 1. Total nos. of work for which Tenders invited - 13 Nos.: [12, 2046, 269, 2058]
table-cell: ସି.ଇ.ଓ., ଡି.ଆର.ଡି.ଏ., ଏ.ପି.ଓ.: [879, 2093, 1120, 2107]
panchayat-body: ଡାଉଡ଼ି, (ଡ଼ି.ଏନ.ଏ.): ବାରଙ୍ଗ ପଞ୍ଚାୟତ ସମିତି ବୈଠକ ଶନିବାର ହୋ ହଲ୍ଲା ମଧ୍ୟରେ ଶେଷ ହୋଇଛି । ଅଧ୍ୟକ୍ଷଙ୍କ ସଭାପତିତ୍ୱରେ ଅନୁଷ୍ଠିତ ବୈଠକରେ ବିଭିନ୍ନ ପ୍ରକଳ୍ପର ଅଗ୍ରଗତି ସମ୍ପର୍କରେ ସମୀକ୍ଷା କରାଯାଇଥିଲା । ଇନ୍ଦିରା ଆବାସ ଯୋଜନା, ବିଧବା ଭତ୍ତା ଓ ବାର୍ଦ୍ଧକ୍ୟ ଭତ୍ତା ବଣ୍ଟନରେ ଅନିୟମିତତା ଅଭିଯୋଗ କରି ସଭ୍ୟମାନେ ହଟ୍ଟଗୋଳ କରିଥିଲେ । ପାନୀୟ ଜଳ ସମସ୍ୟା ଓ ରାସ୍ତା ନିର୍ମାଣରେ ବିଳମ୍ବ ନେଇ ମଧ୍ୟ ସଭ୍ୟମାନେ ଅସନ୍ତୋଷ ପ୍ରକାଶ କରିଥିଲେ । ବିଡିଓ ସମସ୍ତ ଅଭିଯୋଗର ତଦନ୍ତ କରାଯିବ ବୋଲି ପ୍ରତିଶ୍ରୁତି ଦେଇଥିଲେ । ବୈଠକରେ ବିଭିନ୍ନ ବିଭାଗର ଅଧିକାରୀମାନେ ଉପସ୍ଥିତ ଥିଲେ ।: [4, 771, 564, 839]
table-cell: ୨୧.୦୫.୨୦୧୧: [779, 1855, 879, 1869]
list-item: 8. The contractors having appropriate class or one higher up class can participate.: [12, 2176, 394, 2188]
table-cell: ଆସୁରେଶ୍ୱର: [629, 2009, 779, 2023]
table-cell: ୨୦.୦୫.୨୦୧୧: [779, 1799, 879, 1813]
table-cell: ନାହନ୍ତା: [629, 1939, 779, 1953]
kidnap-body: ପୁରୁଣା ଭୁବନେଶ୍ୱର, (ଡ଼ି.ଏନ.ଏ.): ଚର୍ଚ୍ଚିତ ବ୍ୟବସାୟୀ ଅପହରଣ ମାମଲାରେ ନୂଆ ମୋଡ଼ ଆସିଛି । ପୋଲିସ ତଦନ୍ତରୁ ଜଣାପଡ଼ିଛି ଯେ ବ୍ୟବସାୟୀଙ୍କୁ ଅପହରଣ କରାଯାଇ ନ ଥିଲା, ବରଂ ସେ ନିଜେ ଋଣଦାତାଙ୍କ ଚାପରୁ ରକ୍ଷା ପାଇବା ପାଇଁ ଲୁଚି ରହିଥିଲେ । ପରିବାର ଲୋକେ ଥାନାରେ ଅପହରଣ ଅଭିଯୋଗ କରିବା ପରେ ପୋଲିସ ତଦନ୍ତ ଆରମ୍ଭ କରିଥିଲା । ମୋବାଇଲ ଟାୱାର ଲୋକେସନ ଆଧାରରେ ପୋଲିସ ତାଙ୍କୁ ଅନ୍ୟ ଏକ ସହରରୁ ଠାବ କରିଥିଲା । ପଚରାଉଚରାରେ ସେ ସତ୍ୟ ସ୍ୱୀକାର କରିଛନ୍ତି । ପୋଲିସ ଏ ସମ୍ପର୍କରେ ଅଧିକ ତଦନ୍ତ କରୁଛି ।: [190, 1063, 746, 1131]
table-cell: ୯: [589, 1911, 629, 1925]
derabis-signature: ସ୍ୱା:/- ଗୋଷ୍ଠୀ ଉନ୍ନୟନ ଅଧିକାରୀ, ଡେରାବିଶ: [967, 2320, 1120, 2330]
table-cell: ଜଗନ୍ନାଥପୁର: [629, 2121, 779, 2135]
table-cell: ୨୪.୦୫.୨୦୧୧: [779, 1981, 879, 1995]
bmc-band: COMPETITIVE BIDDING THROUGH e-Procurement: [6, 1836, 572, 1854]
list-item: 6. The bid documents will be available in above website from 11 A.M dt. 28.04.2011 to dt.07.05.2011 up to 5 P.M for online bidding.: [12, 2137, 566, 2162]
main-kicker: ଖୋର୍ଦ୍ଧା ଜିଲା ଲୋକ ଉତ୍ସବର ଷଷ୍ଠ ସନ୍ଧ୍ୟା: [4, 182, 352, 206]
table-row: [589, 1911, 1120, 1925]
table-cell: ୨୪.୦୫.୨୦୧୧: [779, 1995, 879, 2009]
table-cell: ସି.ଇ.ଓ., ଡି.ଆର.ଡି.ଏ., ଏ.ପି.ଓ.: [879, 1967, 1120, 1981]
table-cell: ସି.ଇ.ଓ., ଡି.ଆର.ଡି.ଏ., ଏ.ପି.ଓ.: [879, 1841, 1120, 1855]
list-item: 9. The bidder must possess Compatible Digital Signature certificate (DSC).: [12, 2189, 360, 2201]
table-cell: ୨୮.୦୫.୨୦୧୧: [779, 2149, 879, 2163]
table-row: [589, 2079, 1120, 2093]
table-cell: ୨୨.୦୫.୨୦୧୧: [779, 1911, 879, 1925]
table-row: [589, 2051, 1120, 2065]
divider: [4, 718, 746, 720]
table-row: [589, 1995, 1120, 2009]
dacoity-body: ଭୁବନେଶ୍ୱର, (ବ୍ୟୁରୋ): ଖାରବେଳନଗର ଥାନା ପୋଲିସ ୫ ଜଣ ଡକାୟତଙ୍କୁ ଗିରଫ କରିଛି । ଗୋପନସୂତ୍ରରୁ ଖବର ପାଇ ପୋଲିସ ଏକ ସ୍ଥାନରେ ଚଢ଼ାଉ କରି ଏମାନଙ୍କୁ ଗିରଫ କରିଥିଲା । ଧୃତଙ୍କ ନିକଟରୁ ଏକ ମାଉଜର, ଗୁଳି, ନଗଦ ଟଙ୍କା ଓ ମୋବାଇଲ ଫୋନ ଜବତ ହୋଇଛି । ଧୃତମାନେ ସହରର ଏକ ବ୍ୟବସାୟୀଙ୍କ ଘରେ ଡକାୟତି କରିବାକୁ ଯୋଜନା କରୁଥିଲେ ବୋଲି ପୋଲିସ ଜେରାରୁ ଜଣାପଡ଼ିଛି । ଏମାନଙ୍କ ବିରୋଧରେ ବିଭିନ୍ନ ଥାନାରେ ଅନେକ ମାମଲା ରୁଜୁ ହୋଇ ରହିଛି । ପୋଲିସ ଏ ସମ୍ପର୍କରେ ମାମଲା ରୁଜୁ କରି ଧୃତମାନଙ୍କୁ କୋର୍ଟ ଚାଲାଣ କରିଛି । ଏ ଘଟଣାରେ ଆଉ କେତେଜଣ ସମ୍ପୃକ୍ତ ଥିବା ସନ୍ଦେହ କରାଯାଉଛି ଏବଂ ସେମାନଙ୍କ ସନ୍ଧାନ ଜାରି ରହିଛି । ଧୃତମାନଙ୍କ ମଧ୍ୟରୁ ଦୁଇଜଣ ପୂର୍ବରୁ ଜେଲ ଯାଇଥିବା ଜଣାପଡ଼ିଛି ।: [752, 235, 1052, 387]
table-cell: ସି.ଇ.ଓ., ଡି.ଆର.ଡି.ଏ., ଏ.ପି.ଓ.: [879, 2023, 1120, 2037]
divider: [4, 1002, 748, 1004]
aai-signature: AIRPORT DIRECTOR: [1407, 1104, 1492, 1114]
derabis-footnote-title: ଏହି ସାମାଜିକ ସମୀକ୍ଷାରେ ନିମ୍ନଲିଖିତ ବିଷୟ ଉପରେ ଆଲୋଚନା କରାଯିବ :: [588, 2250, 827, 2260]
table-cell: କୁଳପୁର: [629, 2233, 779, 2247]
table-row: [589, 1883, 1120, 1897]
list-item: 5. The bidder have to participate in "online" bidding only. The website for online bidding is https://www.tendersorissa.gov.in.: [12, 2111, 566, 2136]
council-body: ଭୁବନେଶ୍ୱର: ଚନ୍ଦ୍ରଶେଖରପୁର ସ୍ଥିତ ହାଉସିଂ ବୋର୍ଡ କଲୋନୀରେ ନୂତନ ପରିଷଦ ଭବନ ଶନିବାର ଉଦ୍‌ଘାଟିତ ହୋଇଛି । ମୁଖ୍ୟ ଅତିଥି ଭାବେ ଯୋଗଦେଇ ସ୍ଥାନୀୟ ବିଧାୟକ ଫିତା କାଟି ଭବନର ଉଦ୍‌ଘାଟନ କରିଥିଲେ । କଲୋନୀବାସୀଙ୍କ ବହୁ ଦିନର ଦାବି ପୂରଣ ହୋଇଥିବାରୁ ସେମାନେ ଖୁସି ବ୍ୟକ୍ତ କରିଛନ୍ତି । ଏହି ଅବସରରେ ଏକ ସଭା ଅନୁଷ୍ଠିତ ହୋଇଥିଲା ଯେଉଁଥିରେ କଲୋନୀର ବିଭିନ୍ନ ସମସ୍ୟା ଉପରେ ଆଲୋଚନା କରାଯାଇଥିଲା । ପାନୀୟ ଜଳ, ରାସ୍ତା ଓ ଆଲୋକ ବ୍ୟବସ୍ଥାରେ ଉନ୍ନତି ପାଇଁ ଦାବି କରାଯାଇଥିଲା । ବିଧାୟକ ଏହି ସମସ୍ୟାର ଶୀଘ୍ର ସମାଧାନ ପାଇଁ ପ୍ରତିଶ୍ରୁତି ଦେଇଥିଲେ ।: [752, 651, 1052, 761]
table-cell: ସି.ଇ.ଓ., ଡି.ଆର.ଡି.ଏ., ଏ.ପି.ଓ.: [879, 2037, 1120, 2051]
table-cell: ଜଲଜିଆ: [629, 1897, 779, 1911]
table-row: [589, 1925, 1120, 1939]
table-cell: ୧୨: [589, 1953, 629, 1967]
table-cell: ୩୧.୦୫.୨୦୧୧: [779, 2233, 879, 2247]
table-row: [589, 2149, 1120, 2163]
drt-form: FORM NO. ITCP-I: [1272, 1456, 1362, 1468]
